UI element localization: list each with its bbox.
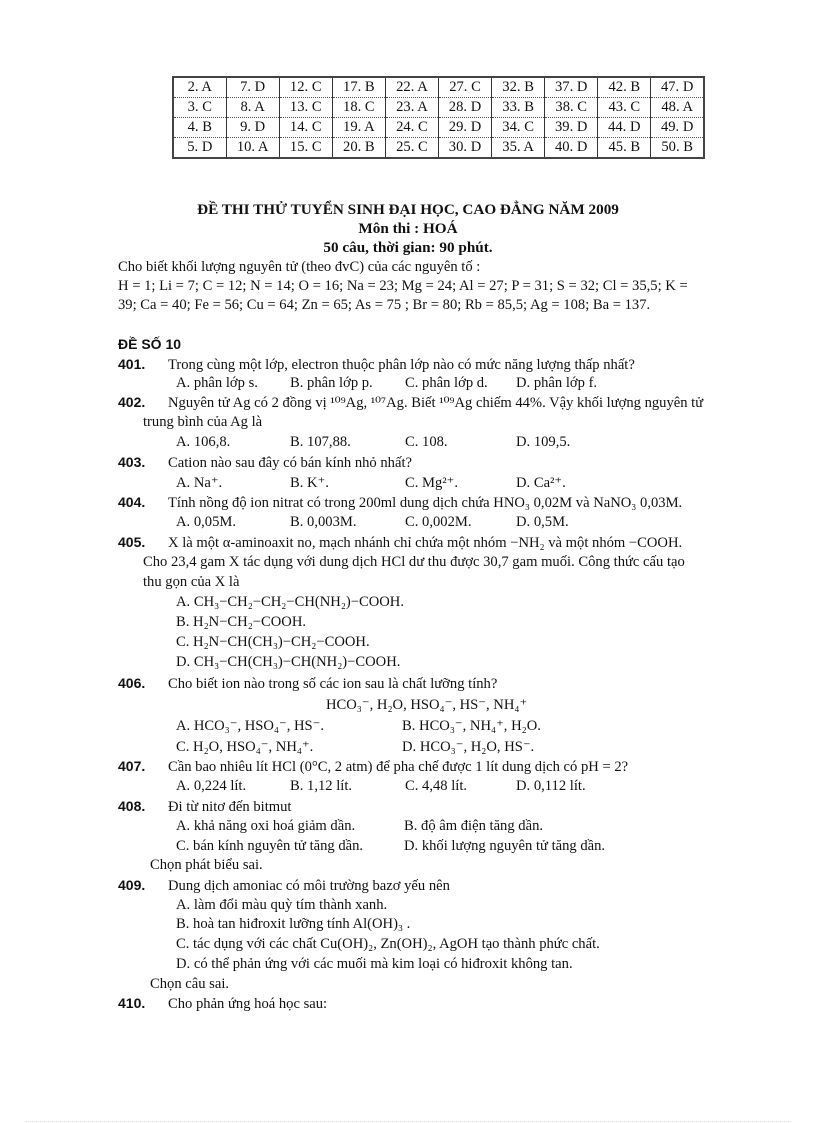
option-a: A. 0,05M. (176, 514, 236, 530)
answer-key-row (173, 118, 704, 138)
option-c: C. tác dụng với các chất Cu(OH)₂, Zn(OH)₂, AgOH tạo thành phức chất. (176, 936, 600, 952)
option-d: D. Ca²⁺. (516, 475, 566, 491)
answer-key-cell: 13. C (279, 98, 332, 118)
option-c: C. H₂O, HSO₄⁻, NH₄⁺. (176, 739, 314, 755)
answer-key-cell: 49. D (651, 118, 704, 138)
answer-key-row (173, 138, 704, 159)
question-402 (118, 394, 703, 412)
answer-key-cell: 42. B (598, 77, 651, 98)
exam-duration: 50 câu, thời gian: 90 phút. (323, 239, 493, 256)
question-text: Cho phản ứng hoá học sau: (168, 996, 328, 1012)
answer-key-cell: 23. A (385, 98, 438, 118)
answer-key-cell: 18. C (332, 98, 385, 118)
question-text: Dung dịch amoniac có môi trường bazơ yếu nên (168, 878, 450, 894)
answer-key-cell: 8. A (226, 98, 279, 118)
answer-key-table (172, 76, 705, 159)
option-c: C. Mg²⁺. (405, 475, 459, 491)
question-text-cont: thu gọn của X là (143, 574, 240, 590)
option-b: B. 107,88. (290, 434, 351, 450)
answer-key-cell: 29. D (438, 118, 491, 138)
question-text: Cation nào sau đây có bán kính nhỏ nhất? (168, 455, 412, 471)
option-c: C. H₂N−CH(CH₃)−CH₂−COOH. (176, 634, 370, 650)
answer-key-cell: 33. B (492, 98, 545, 118)
question-number: 407. (118, 758, 146, 774)
answer-key-cell: 35. A (492, 138, 545, 159)
answer-key-cell: 45. B (598, 138, 651, 159)
answer-key-cell: 37. D (545, 77, 598, 98)
question-text: Cần bao nhiêu lít HCl (0°C, 2 atm) để pha chế được 1 lít dung dịch có pH = 2? (168, 759, 629, 775)
answer-key-cell: 4. B (173, 118, 226, 138)
question-text: Nguyên tử Ag có 2 đồng vị ¹⁰⁹Ag, ¹⁰⁷Ag. Biết ¹⁰⁹Ag chiếm 44%. Vậy khối lượng nguyên tử (168, 395, 704, 411)
option-d: D. 0,5M. (516, 514, 569, 530)
question-406 (118, 675, 497, 693)
option-a: A. làm đổi màu quỳ tím thành xanh. (176, 897, 388, 913)
question-401 (118, 356, 635, 374)
answer-key-cell: 27. C (438, 77, 491, 98)
option-c: C. 108. (405, 434, 448, 450)
answer-key-cell: 25. C (385, 138, 438, 159)
option-d: D. có thể phản ứng với các muối mà kim loại có hiđroxit không tan. (176, 956, 573, 972)
answer-key-cell: 7. D (226, 77, 279, 98)
option-a: A. 0,224 lít. (176, 778, 247, 794)
answer-key-cell: 22. A (385, 77, 438, 98)
answer-key-cell: 44. D (598, 118, 651, 138)
question-text-cont: trung bình của Ag là (143, 414, 263, 430)
answer-key-cell: 24. C (385, 118, 438, 138)
question-text: Tính nồng độ ion nitrat có trong 200ml dung dịch chứa HNO₃ 0,02M và NaNO₃ 0,03M. (168, 495, 683, 511)
answer-key-cell: 40. D (545, 138, 598, 159)
option-a: A. HCO₃⁻, HSO₄⁻, HS⁻. (176, 718, 325, 734)
question-403 (118, 454, 412, 472)
answer-key-row (173, 77, 704, 98)
answer-key-cell: 30. D (438, 138, 491, 159)
answer-key-cell: 48. A (651, 98, 704, 118)
answer-key-cell: 9. D (226, 118, 279, 138)
option-d: D. CH₃−CH(CH₃)−CH(NH₂)−COOH. (176, 654, 401, 670)
question-number: 406. (118, 675, 146, 691)
question-number: 410. (118, 995, 146, 1011)
answer-key-cell: 5. D (173, 138, 226, 159)
question-405 (118, 534, 682, 552)
question-instruction: Chọn phát biểu sai. (150, 857, 263, 873)
question-number: 409. (118, 877, 146, 893)
question-number: 402. (118, 394, 146, 410)
question-number: 404. (118, 494, 146, 510)
answer-key-cell: 14. C (279, 118, 332, 138)
option-b: B. độ âm điện tăng dần. (404, 818, 544, 834)
option-b: B. phân lớp p. (290, 375, 373, 391)
option-c: C. 4,48 lít. (405, 778, 468, 794)
option-a: A. CH₃−CH₂−CH₂−CH(NH₂)−COOH. (176, 594, 404, 610)
question-text: Cho biết ion nào trong số các ion sau là chất lưỡng tính? (168, 676, 498, 692)
question-407 (118, 758, 628, 776)
answer-key-cell: 19. A (332, 118, 385, 138)
atomic-mass-intro: Cho biết khối lượng nguyên tử (theo đvC) của các nguyên tố : (118, 259, 481, 275)
question-408 (118, 798, 291, 816)
answer-key-cell: 17. B (332, 77, 385, 98)
answer-key-cell: 47. D (651, 77, 704, 98)
question-text: Đi từ nitơ đến bitmut (168, 799, 292, 815)
option-d: D. 109,5. (516, 434, 571, 450)
answer-key-cell: 2. A (173, 77, 226, 98)
option-c: C. 0,002M. (405, 514, 472, 530)
option-c: C. bán kính nguyên tử tăng dần. (176, 838, 364, 854)
question-410 (118, 995, 327, 1013)
option-d: D. 0,112 lít. (516, 778, 586, 794)
answer-key-cell: 32. B (492, 77, 545, 98)
option-b: B. 0,003M. (290, 514, 357, 530)
option-a: A. Na⁺. (176, 475, 223, 491)
option-d: D. HCO₃⁻, H₂O, HS⁻. (402, 739, 535, 755)
answer-key-cell: 12. C (279, 77, 332, 98)
question-409 (118, 877, 450, 895)
answer-key-cell: 20. B (332, 138, 385, 159)
answer-key-cell: 50. B (651, 138, 704, 159)
exam-subject: Môn thi : HOÁ (358, 220, 458, 237)
atomic-mass-line-2: 39; Ca = 40; Fe = 56; Cu = 64; Zn = 65; As = 75 ; Br = 80; Rb = 85,5; Ag = 108; Ba = 137. (118, 297, 651, 313)
answer-key-cell: 39. D (545, 118, 598, 138)
option-b: B. HCO₃⁻, NH₄⁺, H₂O. (402, 718, 541, 734)
option-d: D. phân lớp f. (516, 375, 598, 391)
question-text: X là một α-aminoaxit no, mạch nhánh chỉ chứa một nhóm −NH₂ và một nhóm −COOH. (168, 535, 683, 551)
option-b: B. H₂N−CH₂−COOH. (176, 614, 307, 630)
option-d: D. khối lượng nguyên tử tăng dần. (404, 838, 606, 854)
page-break-line (25, 1121, 791, 1122)
question-404 (118, 494, 682, 512)
option-a: A. phân lớp s. (176, 375, 258, 391)
answer-key-cell: 3. C (173, 98, 226, 118)
option-a: A. khả năng oxi hoá giảm dần. (176, 818, 356, 834)
option-a: A. 106,8. (176, 434, 231, 450)
answer-key-cell: 43. C (598, 98, 651, 118)
question-text: Trong cùng một lớp, electron thuộc phân lớp nào có mức năng lượng thấp nhất? (168, 357, 635, 373)
question-number: 401. (118, 356, 146, 372)
answer-key-cell: 28. D (438, 98, 491, 118)
answer-key-cell: 34. C (492, 118, 545, 138)
question-text-cont: Cho 23,4 gam X tác dụng với dung dịch HCl dư thu được 30,7 gam muối. Công thức cấu tạo (143, 554, 685, 570)
option-b: B. hoà tan hiđroxit lưỡng tính Al(OH)₃ . (176, 916, 411, 932)
answer-key-cell: 10. A (226, 138, 279, 159)
ion-list: HCO₃⁻, H₂O, HSO₄⁻, HS⁻, NH₄⁺ (326, 697, 528, 713)
option-c: C. phân lớp d. (405, 375, 488, 391)
question-number: 408. (118, 798, 146, 814)
exam-title: ĐỀ THI THỬ TUYỂN SINH ĐẠI HỌC, CAO ĐẲNG NĂM 2009 (197, 201, 619, 218)
option-b: B. K⁺. (290, 475, 329, 491)
answer-key-cell: 15. C (279, 138, 332, 159)
question-instruction: Chọn câu sai. (150, 976, 230, 992)
atomic-mass-line-1: H = 1; Li = 7; C = 12; N = 14; O = 16; Na = 23; Mg = 24; Al = 27; P = 31; S = 32; Cl = 35,5; K = (118, 278, 688, 294)
option-b: B. 1,12 lít. (290, 778, 353, 794)
question-number: 405. (118, 534, 146, 550)
answer-key-row (173, 98, 704, 118)
exam-code: ĐỀ SỐ 10 (118, 336, 182, 352)
question-number: 403. (118, 454, 146, 470)
answer-key-cell: 38. C (545, 98, 598, 118)
